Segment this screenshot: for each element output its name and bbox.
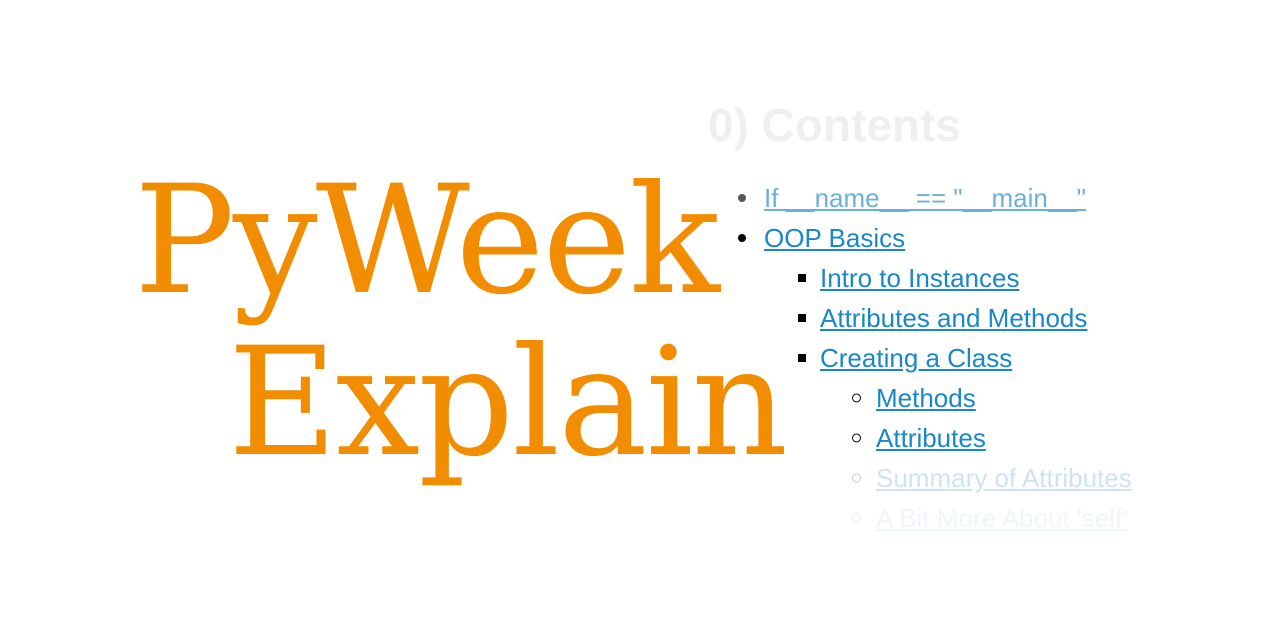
toc-link-attributes-and-methods[interactable]: Attributes and Methods (820, 303, 1088, 333)
brand-title-line-2: Explain (228, 316, 787, 490)
disc-bullet-icon (738, 234, 746, 242)
circle-bullet-icon (852, 514, 861, 523)
toc-link-oop-basics[interactable]: OOP Basics (764, 223, 906, 253)
toc-link-intro-to-instances[interactable]: Intro to Instances (820, 263, 1020, 293)
brand-title-line-1: PyWeek (134, 154, 719, 328)
toc-item-intro-to-instances (820, 258, 1019, 298)
toc-item-creating-a-class (820, 338, 1012, 378)
toc-item-summary-of-attributes (876, 458, 1132, 498)
toc-item-attributes (876, 418, 986, 458)
toc-link-creating-a-class[interactable]: Creating a Class (820, 343, 1013, 373)
toc-link-summary-of-attributes[interactable]: Summary of Attributes (876, 463, 1132, 493)
toc-link-a-bit-more-about-self[interactable]: A Bit More About 'self' (876, 503, 1128, 533)
toc-item-a-bit-more-about-self (876, 498, 1127, 538)
toc-link-if-name-main[interactable]: If __name__ == "__main__" (764, 183, 1087, 213)
toc-item-if-name-main (764, 178, 1086, 218)
circle-bullet-icon (852, 434, 861, 443)
toc-title: 0) Contents (708, 99, 961, 151)
toc-link-attributes[interactable]: Attributes (876, 423, 986, 453)
toc-item-methods (876, 378, 976, 418)
table-of-contents (706, 96, 1266, 536)
square-bullet-icon (798, 314, 806, 322)
disc-bullet-icon (738, 194, 746, 202)
toc-link-methods[interactable]: Methods (876, 383, 976, 413)
toc-item-attributes-and-methods (820, 298, 1087, 338)
square-bullet-icon (798, 274, 806, 282)
circle-bullet-icon (852, 394, 861, 403)
toc-item-oop-basics (764, 218, 905, 258)
circle-bullet-icon (852, 474, 861, 483)
square-bullet-icon (798, 354, 806, 362)
